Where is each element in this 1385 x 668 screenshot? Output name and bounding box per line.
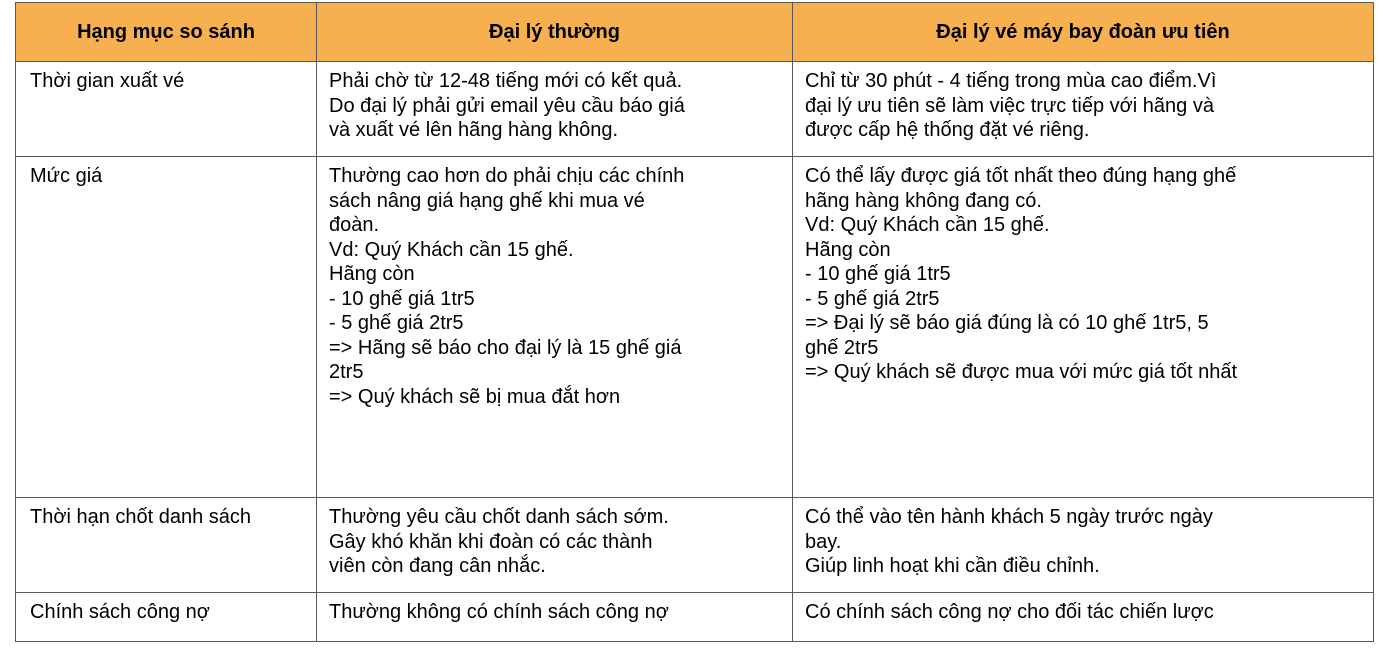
header-category: Hạng mục so sánh <box>16 3 317 62</box>
header-priority-agent: Đại lý vé máy bay đoàn ưu tiên <box>793 3 1374 62</box>
priority-agent-text: Có thể lấy được giá tốt nhất theo đúng hạng ghế hãng hàng không đang có. Vd: Quý Khách cần 15 ghế. Hãng còn - 10 ghế giá 1tr5 - 5 ghế giá 2tr5 => Đại lý sẽ báo giá đúng là có 10 ghế 1tr5, 5 ghế 2tr5 => Quý khách sẽ được mua với mức giá tốt nhất <box>805 165 1238 383</box>
regular-agent-cell <box>317 157 793 498</box>
table-row <box>16 157 1374 498</box>
regular-agent-text: Thường không có chính sách công nợ <box>329 601 669 623</box>
table-row <box>16 593 1374 642</box>
priority-agent-text: Có chính sách công nợ cho đối tác chiến lược <box>805 601 1214 623</box>
header-row <box>16 3 1374 62</box>
row-category-cell <box>16 593 317 642</box>
row-category-cell <box>16 157 317 498</box>
category-label: Chính sách công nợ <box>30 601 210 623</box>
regular-agent-text: Thường yêu cầu chốt danh sách sớm. Gây khó khăn khi đoàn có các thành viên còn đang cân nhắc. <box>329 506 669 577</box>
priority-agent-cell <box>793 157 1374 498</box>
priority-agent-cell <box>793 498 1374 593</box>
table-row <box>16 498 1374 593</box>
table-row <box>16 62 1374 157</box>
priority-agent-cell <box>793 593 1374 642</box>
priority-agent-text: Có thể vào tên hành khách 5 ngày trước ngày bay. Giúp linh hoạt khi cần điều chỉnh. <box>805 506 1213 577</box>
regular-agent-cell <box>317 498 793 593</box>
category-label: Mức giá <box>30 165 103 187</box>
comparison-table <box>15 2 1374 642</box>
regular-agent-cell <box>317 593 793 642</box>
regular-agent-text: Thường cao hơn do phải chịu các chính sách nâng giá hạng ghế khi mua vé đoàn. Vd: Quý Khách cần 15 ghế. Hãng còn - 10 ghế giá 1tr5 - 5 ghế giá 2tr5 => Hãng sẽ báo cho đại lý là 15 ghế giá 2tr5 => Quý khách sẽ bị mua đắt hơn <box>329 165 685 408</box>
category-label: Thời hạn chốt danh sách <box>30 506 252 528</box>
header-regular-agent: Đại lý thường <box>317 3 793 62</box>
regular-agent-text: Phải chờ từ 12-48 tiếng mới có kết quả. Do đại lý phải gửi email yêu cầu báo giá và xuất vé lên hãng hàng không. <box>329 70 685 141</box>
regular-agent-cell <box>317 62 793 157</box>
row-category-cell <box>16 498 317 593</box>
category-label: Thời gian xuất vé <box>30 70 185 92</box>
priority-agent-cell <box>793 62 1374 157</box>
priority-agent-text: Chỉ từ 30 phút - 4 tiếng trong mùa cao điểm.Vì đại lý ưu tiên sẽ làm việc trực tiếp với hãng và được cấp hệ thống đặt vé riêng. <box>805 70 1217 141</box>
row-category-cell <box>16 62 317 157</box>
